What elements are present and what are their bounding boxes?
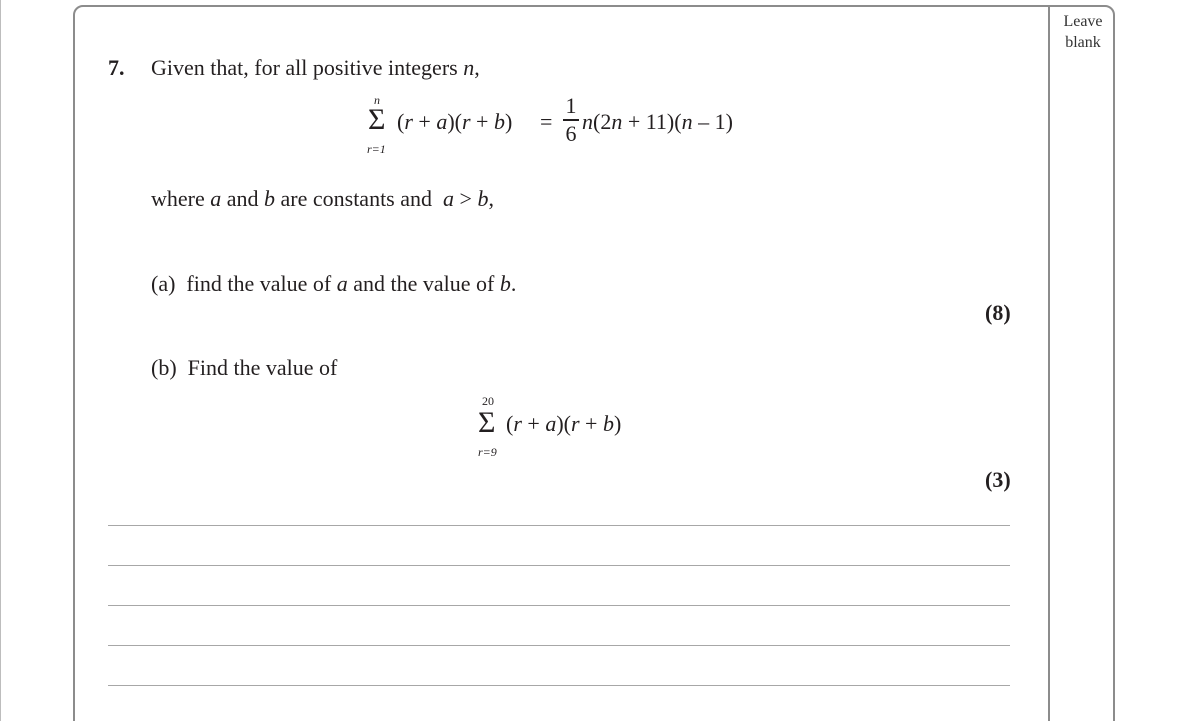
part-b-label: (b) [151,355,177,380]
part-a-label: (a) [151,271,176,296]
leave-blank-label [1052,11,1114,53]
formula1-fraction [563,94,579,146]
part-a-marks: (8) [985,300,1011,325]
part-b-marks: (3) [985,467,1011,492]
intro-punctuation: , [474,55,480,80]
formula1-result: n(2n + 11)(n – 1) [582,109,733,134]
formula1-equals: = [540,109,553,134]
formula2-lower-limit: r=9 [478,445,497,459]
formula2-upper-limit: 20 [482,394,494,408]
formula1-upper-limit: n [374,93,380,107]
answer-line[interactable] [108,645,1010,646]
leave-label: Leave [1063,13,1103,30]
formula2-summand: (r + a)(r + b) [506,411,622,436]
formula1-summand: (r + a)(r + b) [397,109,513,134]
intro-variable: n [463,55,475,80]
fraction-denominator: 6 [565,120,577,146]
answer-line[interactable] [108,525,1010,526]
intro-text: Given that, for all positive integers [151,55,458,80]
formula1-sigma-symbol: Σ [368,103,386,136]
answer-line[interactable] [108,565,1010,566]
question-intro [151,55,480,81]
page-left-edge [0,0,1,721]
question-number: 7. [108,55,125,80]
fraction-numerator: 1 [565,93,577,118]
constants-statement: where a and b are constants and a > b, [151,186,494,211]
margin-divider [1048,6,1050,721]
part-a-text: (a) find the value of a and the value of b. [151,271,517,296]
formula2-sigma-symbol: Σ [478,406,496,439]
answer-line[interactable] [108,685,1010,686]
blank-label: blank [1065,34,1101,51]
formula1-lower-limit: r=1 [367,142,386,156]
answer-line[interactable] [108,605,1010,606]
part-b-text: (b) Find the value of [151,355,338,380]
